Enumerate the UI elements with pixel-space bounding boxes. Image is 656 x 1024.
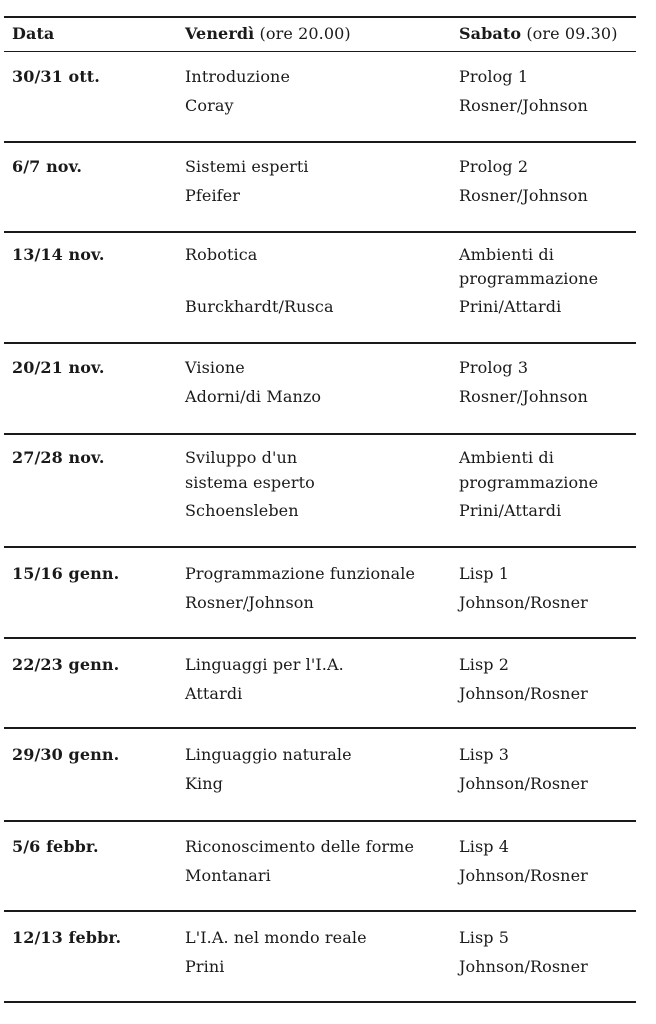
row-separator bbox=[4, 910, 636, 912]
row-date: 6/7 nov. bbox=[12, 157, 83, 176]
row-friday-speaker: Attardi bbox=[185, 684, 243, 703]
row-friday-topic: Linguaggio naturale bbox=[185, 745, 352, 764]
row-date: 5/6 febbr. bbox=[12, 837, 99, 856]
row-friday-topic: Introduzione bbox=[185, 67, 291, 86]
row-friday-speaker: King bbox=[185, 774, 224, 793]
row-date: 13/14 nov. bbox=[12, 245, 105, 264]
row-saturday-speaker: Johnson/Rosner bbox=[459, 774, 588, 793]
row-saturday-speaker: Johnson/Rosner bbox=[459, 866, 588, 885]
row-date: 29/30 genn. bbox=[12, 745, 120, 764]
row-saturday-speaker: Johnson/Rosner bbox=[459, 593, 588, 612]
row-saturday-topic: Lisp 4 bbox=[459, 837, 510, 856]
row-separator bbox=[4, 820, 636, 822]
row-friday-topic: Visione bbox=[185, 358, 245, 377]
row-saturday-topic: Ambienti di bbox=[459, 448, 554, 467]
row-friday-topic: L'I.A. nel mondo reale bbox=[185, 928, 367, 947]
row-saturday-topic: Lisp 2 bbox=[459, 655, 510, 674]
row-friday-topic: Sviluppo d'un bbox=[185, 448, 298, 467]
row-saturday-topic: Lisp 3 bbox=[459, 745, 510, 764]
row-saturday-topic: Prolog 3 bbox=[459, 358, 529, 377]
row-separator bbox=[4, 727, 636, 729]
row-saturday-speaker: Prini/Attardi bbox=[459, 297, 562, 316]
row-date: 27/28 nov. bbox=[12, 448, 105, 467]
row-friday-topic: Riconoscimento delle forme bbox=[185, 837, 415, 856]
row-friday-speaker: Schoensleben bbox=[185, 501, 299, 520]
row-friday-speaker: Adorni/di Manzo bbox=[185, 387, 322, 406]
row-friday-topic-cont: sistema esperto bbox=[185, 473, 315, 492]
row-saturday-speaker: Johnson/Rosner bbox=[459, 957, 588, 976]
row-separator bbox=[4, 141, 636, 143]
row-separator bbox=[4, 342, 636, 344]
row-friday-speaker: Montanari bbox=[185, 866, 271, 885]
row-saturday-speaker: Johnson/Rosner bbox=[459, 684, 588, 703]
row-saturday-speaker: Prini/Attardi bbox=[459, 501, 562, 520]
row-saturday-topic: Prolog 1 bbox=[459, 67, 529, 86]
row-friday-speaker: Pfeifer bbox=[185, 186, 241, 205]
header-rule bbox=[4, 51, 636, 52]
row-saturday-speaker: Rosner/Johnson bbox=[459, 387, 588, 406]
row-separator bbox=[4, 637, 636, 639]
row-separator bbox=[4, 433, 636, 435]
header-saturday-label: Sabato bbox=[459, 24, 522, 43]
row-saturday-topic-cont: programmazione bbox=[459, 269, 599, 288]
row-saturday-topic: Lisp 1 bbox=[459, 564, 510, 583]
row-saturday-topic: Lisp 5 bbox=[459, 928, 510, 947]
row-separator bbox=[4, 231, 636, 233]
row-date: 20/21 nov. bbox=[12, 358, 105, 377]
header-saturday bbox=[459, 21, 618, 47]
header-friday bbox=[185, 21, 351, 47]
row-friday-speaker: Burckhardt/Rusca bbox=[185, 297, 334, 316]
row-date: 15/16 genn. bbox=[12, 564, 120, 583]
top-rule bbox=[4, 16, 636, 18]
row-saturday-topic: Prolog 2 bbox=[459, 157, 529, 176]
header-friday-label: Venerdì bbox=[185, 24, 255, 43]
row-date: 22/23 genn. bbox=[12, 655, 120, 674]
row-separator bbox=[4, 546, 636, 548]
row-friday-speaker: Rosner/Johnson bbox=[185, 593, 314, 612]
row-saturday-topic: Ambienti di bbox=[459, 245, 554, 264]
row-friday-topic: Programmazione funzionale bbox=[185, 564, 416, 583]
row-date: 12/13 febbr. bbox=[12, 928, 122, 947]
row-friday-topic: Linguaggi per l'I.A. bbox=[185, 655, 344, 674]
header-friday-time: (ore 20.00) bbox=[259, 24, 351, 43]
row-friday-speaker: Prini bbox=[185, 957, 225, 976]
row-date: 30/31 ott. bbox=[12, 67, 100, 86]
row-friday-topic: Robotica bbox=[185, 245, 258, 264]
header-saturday-time: (ore 09.30) bbox=[526, 24, 618, 43]
row-friday-speaker: Coray bbox=[185, 96, 234, 115]
row-friday-topic: Sistemi esperti bbox=[185, 157, 309, 176]
bottom-rule bbox=[4, 1001, 636, 1003]
row-saturday-speaker: Rosner/Johnson bbox=[459, 96, 588, 115]
header-date: Data bbox=[12, 24, 55, 43]
row-saturday-topic-cont: programmazione bbox=[459, 473, 599, 492]
row-saturday-speaker: Rosner/Johnson bbox=[459, 186, 588, 205]
